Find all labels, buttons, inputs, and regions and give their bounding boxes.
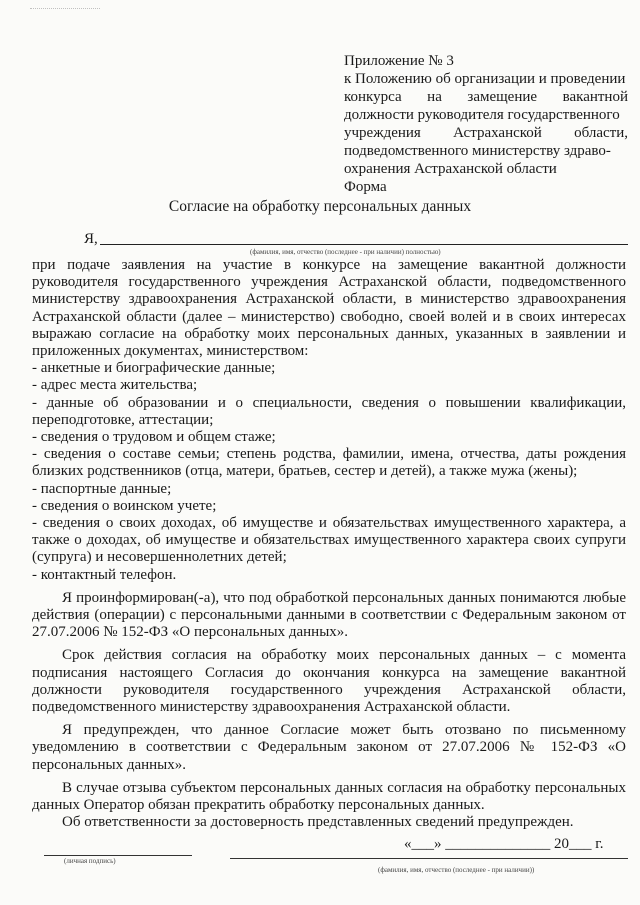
appendix-line: Приложение № 3 <box>344 53 454 69</box>
fio-line[interactable] <box>230 858 628 859</box>
signature-hint: (личная подпись) <box>64 857 116 865</box>
appendix-line: подведомственного министерству здраво- <box>344 143 611 159</box>
scan-artifact <box>30 8 100 23</box>
list-item: - сведения о воинском учете; <box>32 497 217 514</box>
intro-paragraph: при подаче заявления на участие в конкурсе на замещение вакантной должности руководителя государственного учреждения Астраханской области, подведомственного министерству здравоохранения Астраханской области, в министерство здравоохранения Астраханской области (далее – министерство) свободно, своей волей и в своих интересах выражаю согласие на обработку моих персональных данных, указанных в заявлении и приложенных документах, министерством: <box>32 257 626 360</box>
list-item: - паспортные данные; <box>32 480 172 497</box>
appendix-header <box>344 52 628 196</box>
revoke-paragraph: Я предупрежден, что данное Согласие может быть отозвано по письменному уведомлению в соответствии с Федеральным законом от 27.07.2006 № 152-ФЗ «О персональных данных». <box>32 722 626 773</box>
list-item: - данные об образовании и о специальности, сведения о повышении квалификации, переподготовке, аттестации; <box>32 394 626 428</box>
name-fill-line[interactable] <box>100 244 628 245</box>
document-title: Согласие на обработку персональных данных <box>168 198 472 215</box>
list-item: - контактный телефон. <box>32 566 177 583</box>
appendix-line: должности руководителя государственного <box>344 107 620 123</box>
appendix-line: учреждения Астраханской области, <box>344 125 628 141</box>
ya-label: Я, <box>84 231 98 247</box>
list-item: - сведения о составе семьи; степень родства, фамилии, имена, отчества, даты рождения близких родственников (отца, матери, братьев, сестер и детей), а также мужа (жены); <box>32 446 626 480</box>
date-line[interactable]: «___» ______________ 20___ г. <box>404 836 604 852</box>
appendix-line: конкурса на замещение вакантной <box>344 89 628 105</box>
list-item: - сведения о трудовом и общем стаже; <box>32 429 276 446</box>
info-paragraph: Я проинформирован(-а), что под обработкой персональных данных понимаются любые действия (операции) с персональными данными в соответствии с Федеральным законом от 27.07.2006 № 152-ФЗ «О персональных данных». <box>32 589 626 641</box>
responsibility-paragraph: Об ответственности за достоверность представленных сведений предупрежден. <box>62 814 574 831</box>
withdrawal-paragraph: В случае отзыва субъектом персональных данных согласия на обработку персональных данных Оператор обязан прекратить обработку персональных данных. <box>32 779 626 814</box>
list-item: - адрес места жительства; <box>32 377 198 394</box>
appendix-line: к Положению об организации и проведении <box>344 71 626 87</box>
term-paragraph: Срок действия согласия на обработку моих персональных данных – с момента подписания настоящего Согласия до окончания конкурса на замещение вакантной должности руководителя государственного учреждения Астраханской области, подведомственного министерству здравоохранения Астраханской области. <box>32 647 626 716</box>
signature-line[interactable] <box>44 855 192 856</box>
appendix-line: охранения Астраханской области <box>344 161 557 177</box>
appendix-line: Форма <box>344 179 387 195</box>
list-item: - анкетные и биографические данные; <box>32 360 276 377</box>
consent-body <box>32 257 626 832</box>
name-hint: (фамилия, имя, отчество (последнее - при наличии) полностью) <box>250 248 441 256</box>
fio-hint: (фамилия, имя, отчество (последнее - при наличии)) <box>378 866 535 874</box>
list-item: - сведения о своих доходах, об имуществе и обязательствах имущественного характера, а также о доходах, об имуществе и обязательствах имущественного характера своих супруги (супруга) и несовершеннолетних детей; <box>32 515 626 566</box>
